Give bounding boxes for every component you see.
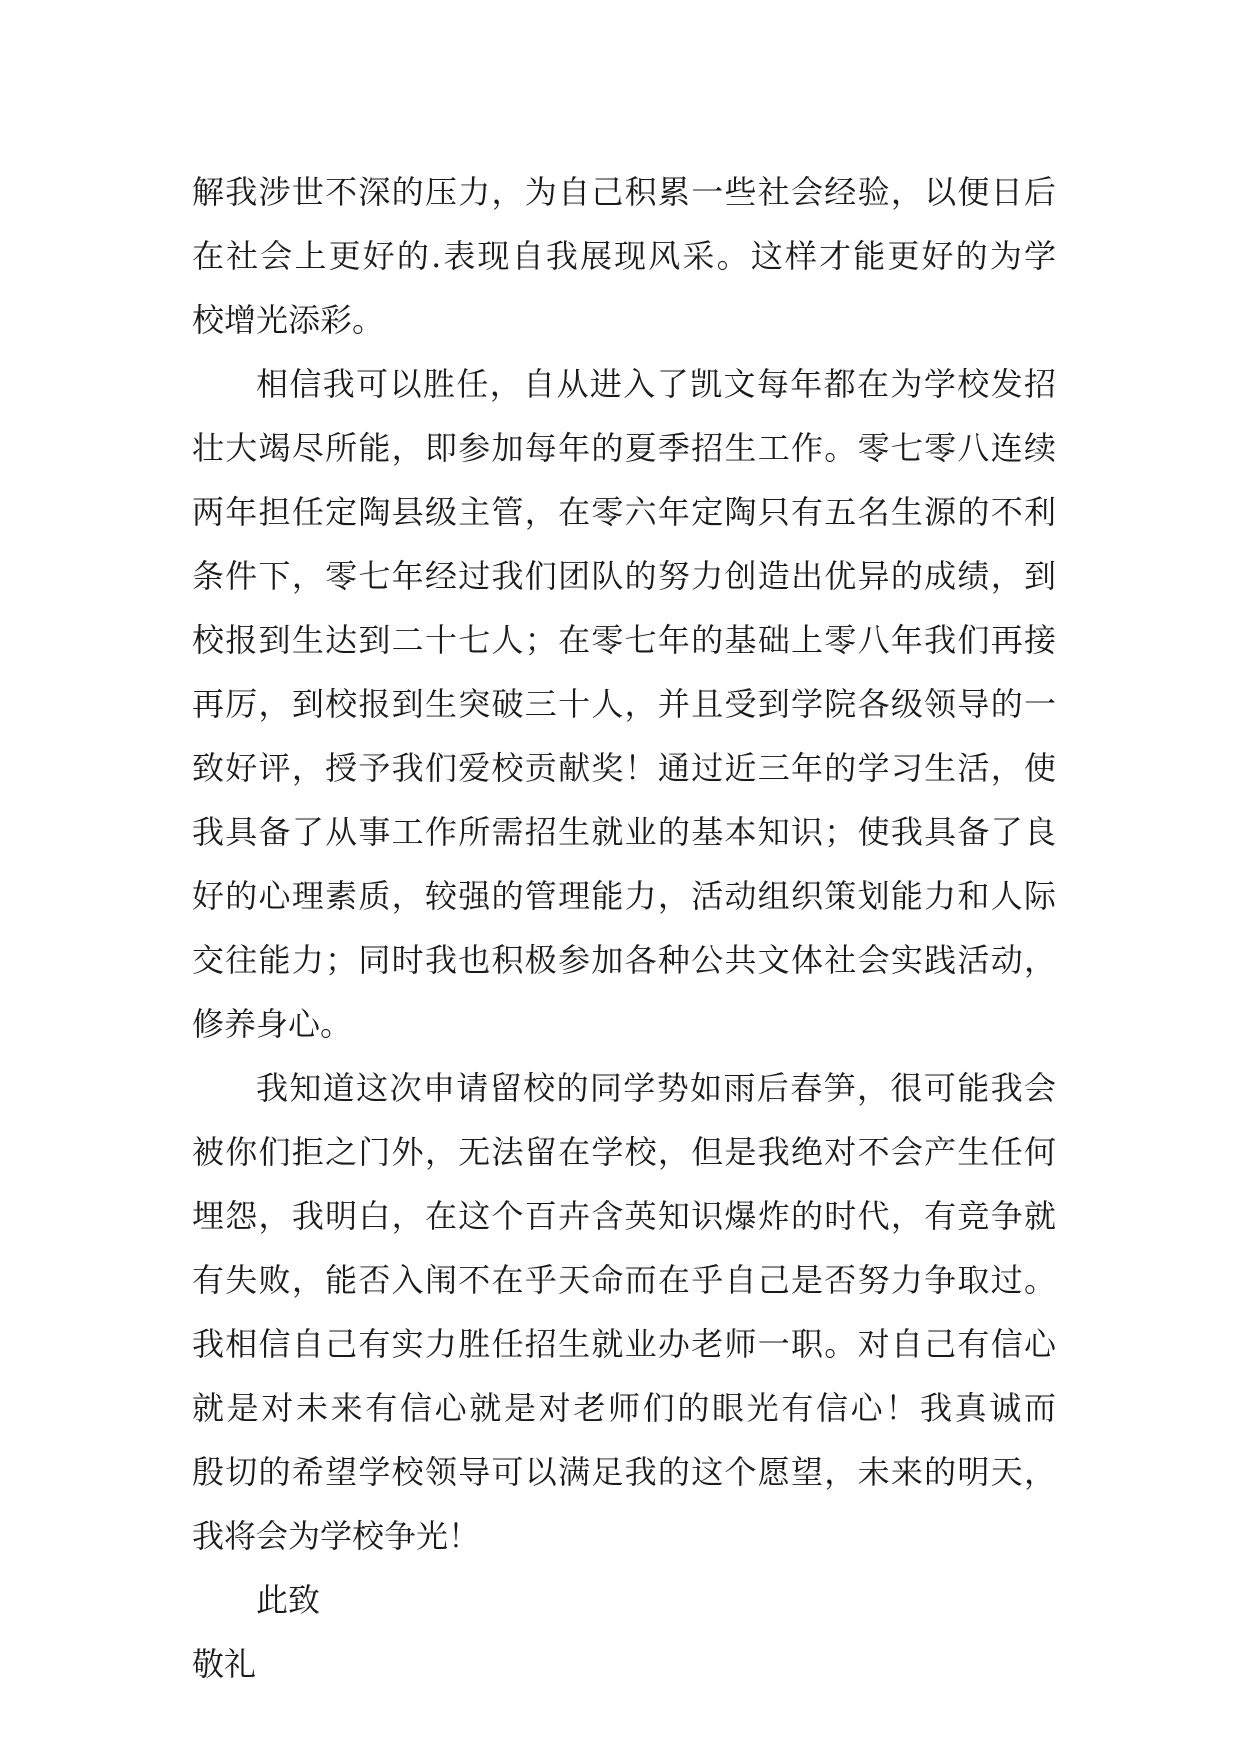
text-line: 校增光添彩。 (192, 301, 385, 339)
text-line: 交往能力；同时我也积极参加各种公共文体社会实践活动， (192, 941, 1056, 979)
text-line: 我相信自己有实力胜任招生就业办老师一职。对自己有信心 (192, 1325, 1056, 1363)
text-line: 致好评，授予我们爱校贡献奖！通过近三年的学习生活，使 (192, 749, 1056, 787)
text-line: 殷切的希望学校领导可以满足我的这个愿望，未来的明天， (192, 1453, 1056, 1491)
text-line: 埋怨，我明白，在这个百卉含英知识爆炸的时代，有竞争就 (192, 1197, 1056, 1235)
paragraph-start-line: 相信我可以胜任，自从进入了凯文每年都在为学校发招 (256, 365, 1056, 403)
text-line: 我将会为学校争光！ (192, 1517, 481, 1555)
closing-salutation: 此致 (256, 1581, 321, 1619)
text-line: 修养身心。 (192, 1005, 353, 1043)
text-line: 再厉，到校报到生突破三十人，并且受到学院各级领导的一 (192, 685, 1056, 723)
text-line: 被你们拒之门外，无法留在学校，但是我绝对不会产生任何 (192, 1133, 1056, 1171)
closing-respect: 敬礼 (192, 1645, 257, 1683)
paragraph-start-line: 我知道这次申请留校的同学势如雨后春笋，很可能我会 (256, 1069, 1056, 1107)
text-line: 好的心理素质，较强的管理能力，活动组织策划能力和人际 (192, 877, 1056, 915)
letter-body (192, 160, 1056, 1696)
text-line: 在社会上更好的.表现自我展现风采。这样才能更好的为学 (192, 237, 1056, 275)
text-line: 有失败，能否入闱不在乎天命而在乎自己是否努力争取过。 (192, 1261, 1056, 1299)
text-line: 壮大竭尽所能，即参加每年的夏季招生工作。零七零八连续 (192, 429, 1056, 467)
text-line: 就是对未来有信心就是对老师们的眼光有信心！我真诚而 (192, 1389, 1056, 1427)
text-line: 校报到生达到二十七人；在零七年的基础上零八年我们再接 (192, 621, 1056, 659)
text-line: 解我涉世不深的压力，为自己积累一些社会经验，以便日后 (192, 173, 1056, 211)
text-line: 条件下，零七年经过我们团队的努力创造出优异的成绩，到 (192, 557, 1056, 595)
text-line: 我具备了从事工作所需招生就业的基本知识；使我具备了良 (192, 813, 1056, 851)
text-line: 两年担任定陶县级主管，在零六年定陶只有五名生源的不利 (192, 493, 1056, 531)
